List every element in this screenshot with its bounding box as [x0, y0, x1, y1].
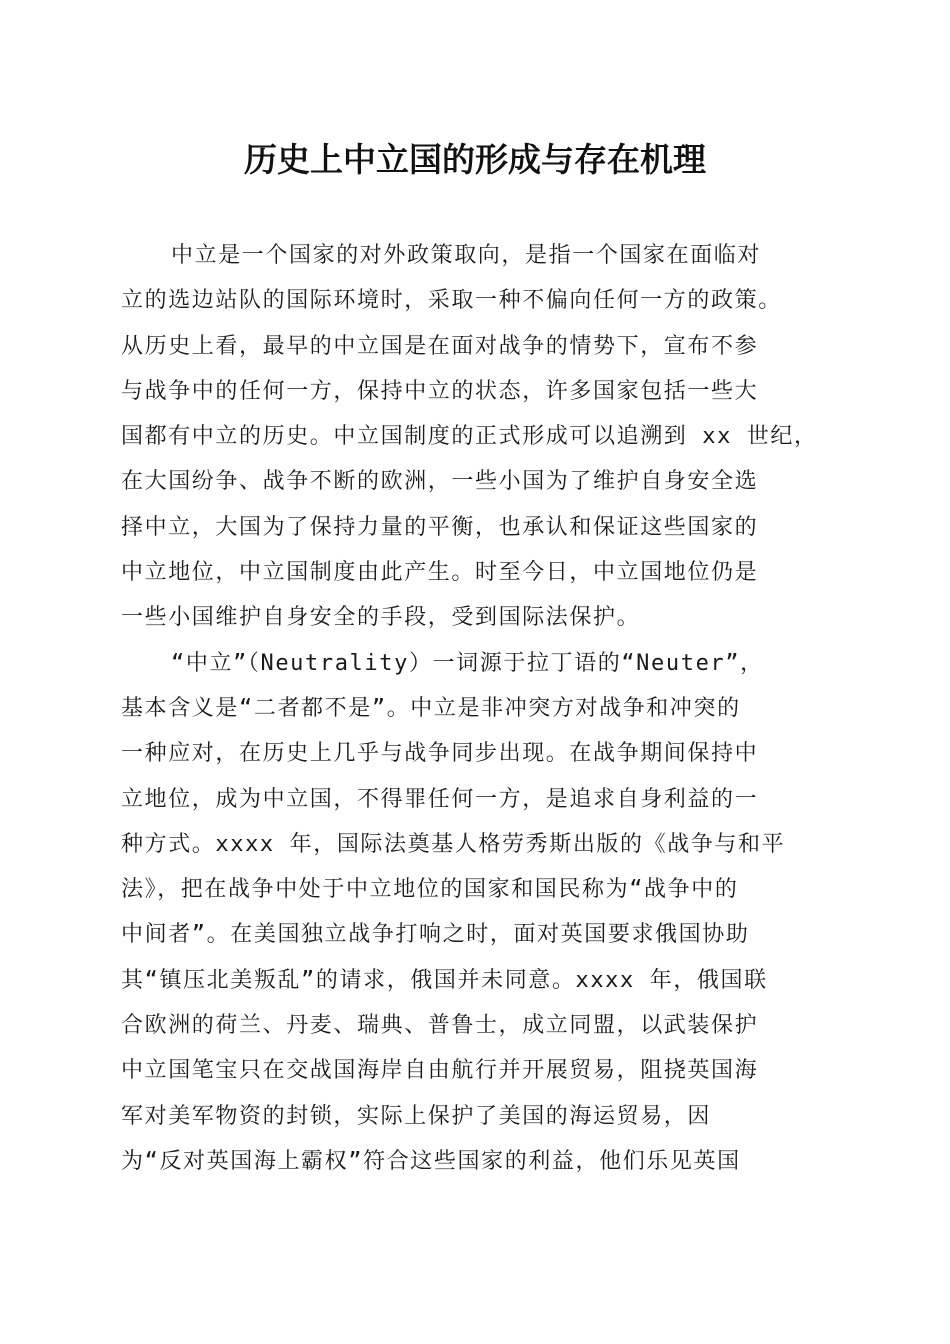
paragraph-line: 从历史上看，最早的中立国是在面对战争的情势下，宣布不参 — [121, 333, 759, 359]
paragraph-1 — [121, 233, 833, 641]
paragraph-line: 择中立，大国为了保持力量的平衡，也承认和保证这些国家的 — [121, 514, 759, 540]
paragraph-line: 立的选边站队的国际环境时，采取一种不偏向任何一方的政策。 — [121, 288, 782, 314]
paragraph-line: 立地位，成为中立国，不得罪任何一方，是追求自身利益的一 — [121, 786, 759, 812]
paragraph-line: 其“镇压北美叛乱”的请求，俄国并未同意。xxxx 年，俄国联 — [121, 967, 768, 993]
paragraph-line: “中立”（Neutrality）一词源于拉丁语的“Neuter”， — [171, 650, 764, 676]
document-title: 历史上中立国的形成与存在机理 — [244, 140, 706, 179]
paragraph-line: 一些小国维护自身安全的手段，受到国际法保护。 — [121, 605, 641, 631]
paragraph-line: 基本含义是“二者都不是”。中立是非冲突方对战争和冲突的 — [121, 695, 741, 721]
document-body — [121, 233, 833, 1184]
paragraph-line: 军对美军物资的封锁，实际上保护了美国的海运贸易，因 — [121, 1103, 712, 1129]
paragraph-line: 中间者”。在美国独立战争打响之时，面对英国要求俄国协助 — [121, 922, 750, 948]
paragraph-line: 法》，把在战争中处于中立地位的国家和国民称为“战争中的 — [121, 877, 739, 903]
paragraph-line: 一种应对，在历史上几乎与战争同步出现。在战争期间保持中 — [121, 741, 759, 767]
paragraph-line: 中立地位，中立国制度由此产生。时至今日，中立国地位仍是 — [121, 560, 759, 586]
paragraph-line: 中立国笔宝只在交战国海岸自由航行并开展贸易，阻挠英国海 — [121, 1058, 759, 1084]
paragraph-line: 与战争中的任何一方，保持中立的状态，许多国家包括一些大 — [121, 378, 759, 404]
paragraph-line: 中立是一个国家的对外政策取向，是指一个国家在面临对 — [171, 243, 762, 268]
paragraph-line: 在大国纷争、战争不断的欧洲，一些小国为了维护自身安全选 — [121, 469, 759, 495]
paragraph-line: 国都有中立的历史。中立国制度的正式形成可以追溯到 xx 世纪， — [121, 424, 818, 450]
paragraph-line: 种方式。xxxx 年，国际法奠基人格劳秀斯出版的《战争与和平 — [121, 831, 786, 857]
paragraph-2 — [121, 641, 833, 1185]
paragraph-line: 为“反对英国海上霸权”符合这些国家的利益，他们乐见英国 — [121, 1148, 741, 1174]
paragraph-line: 合欧洲的荷兰、丹麦、瑞典、普鲁士，成立同盟，以武装保护 — [121, 1013, 759, 1039]
